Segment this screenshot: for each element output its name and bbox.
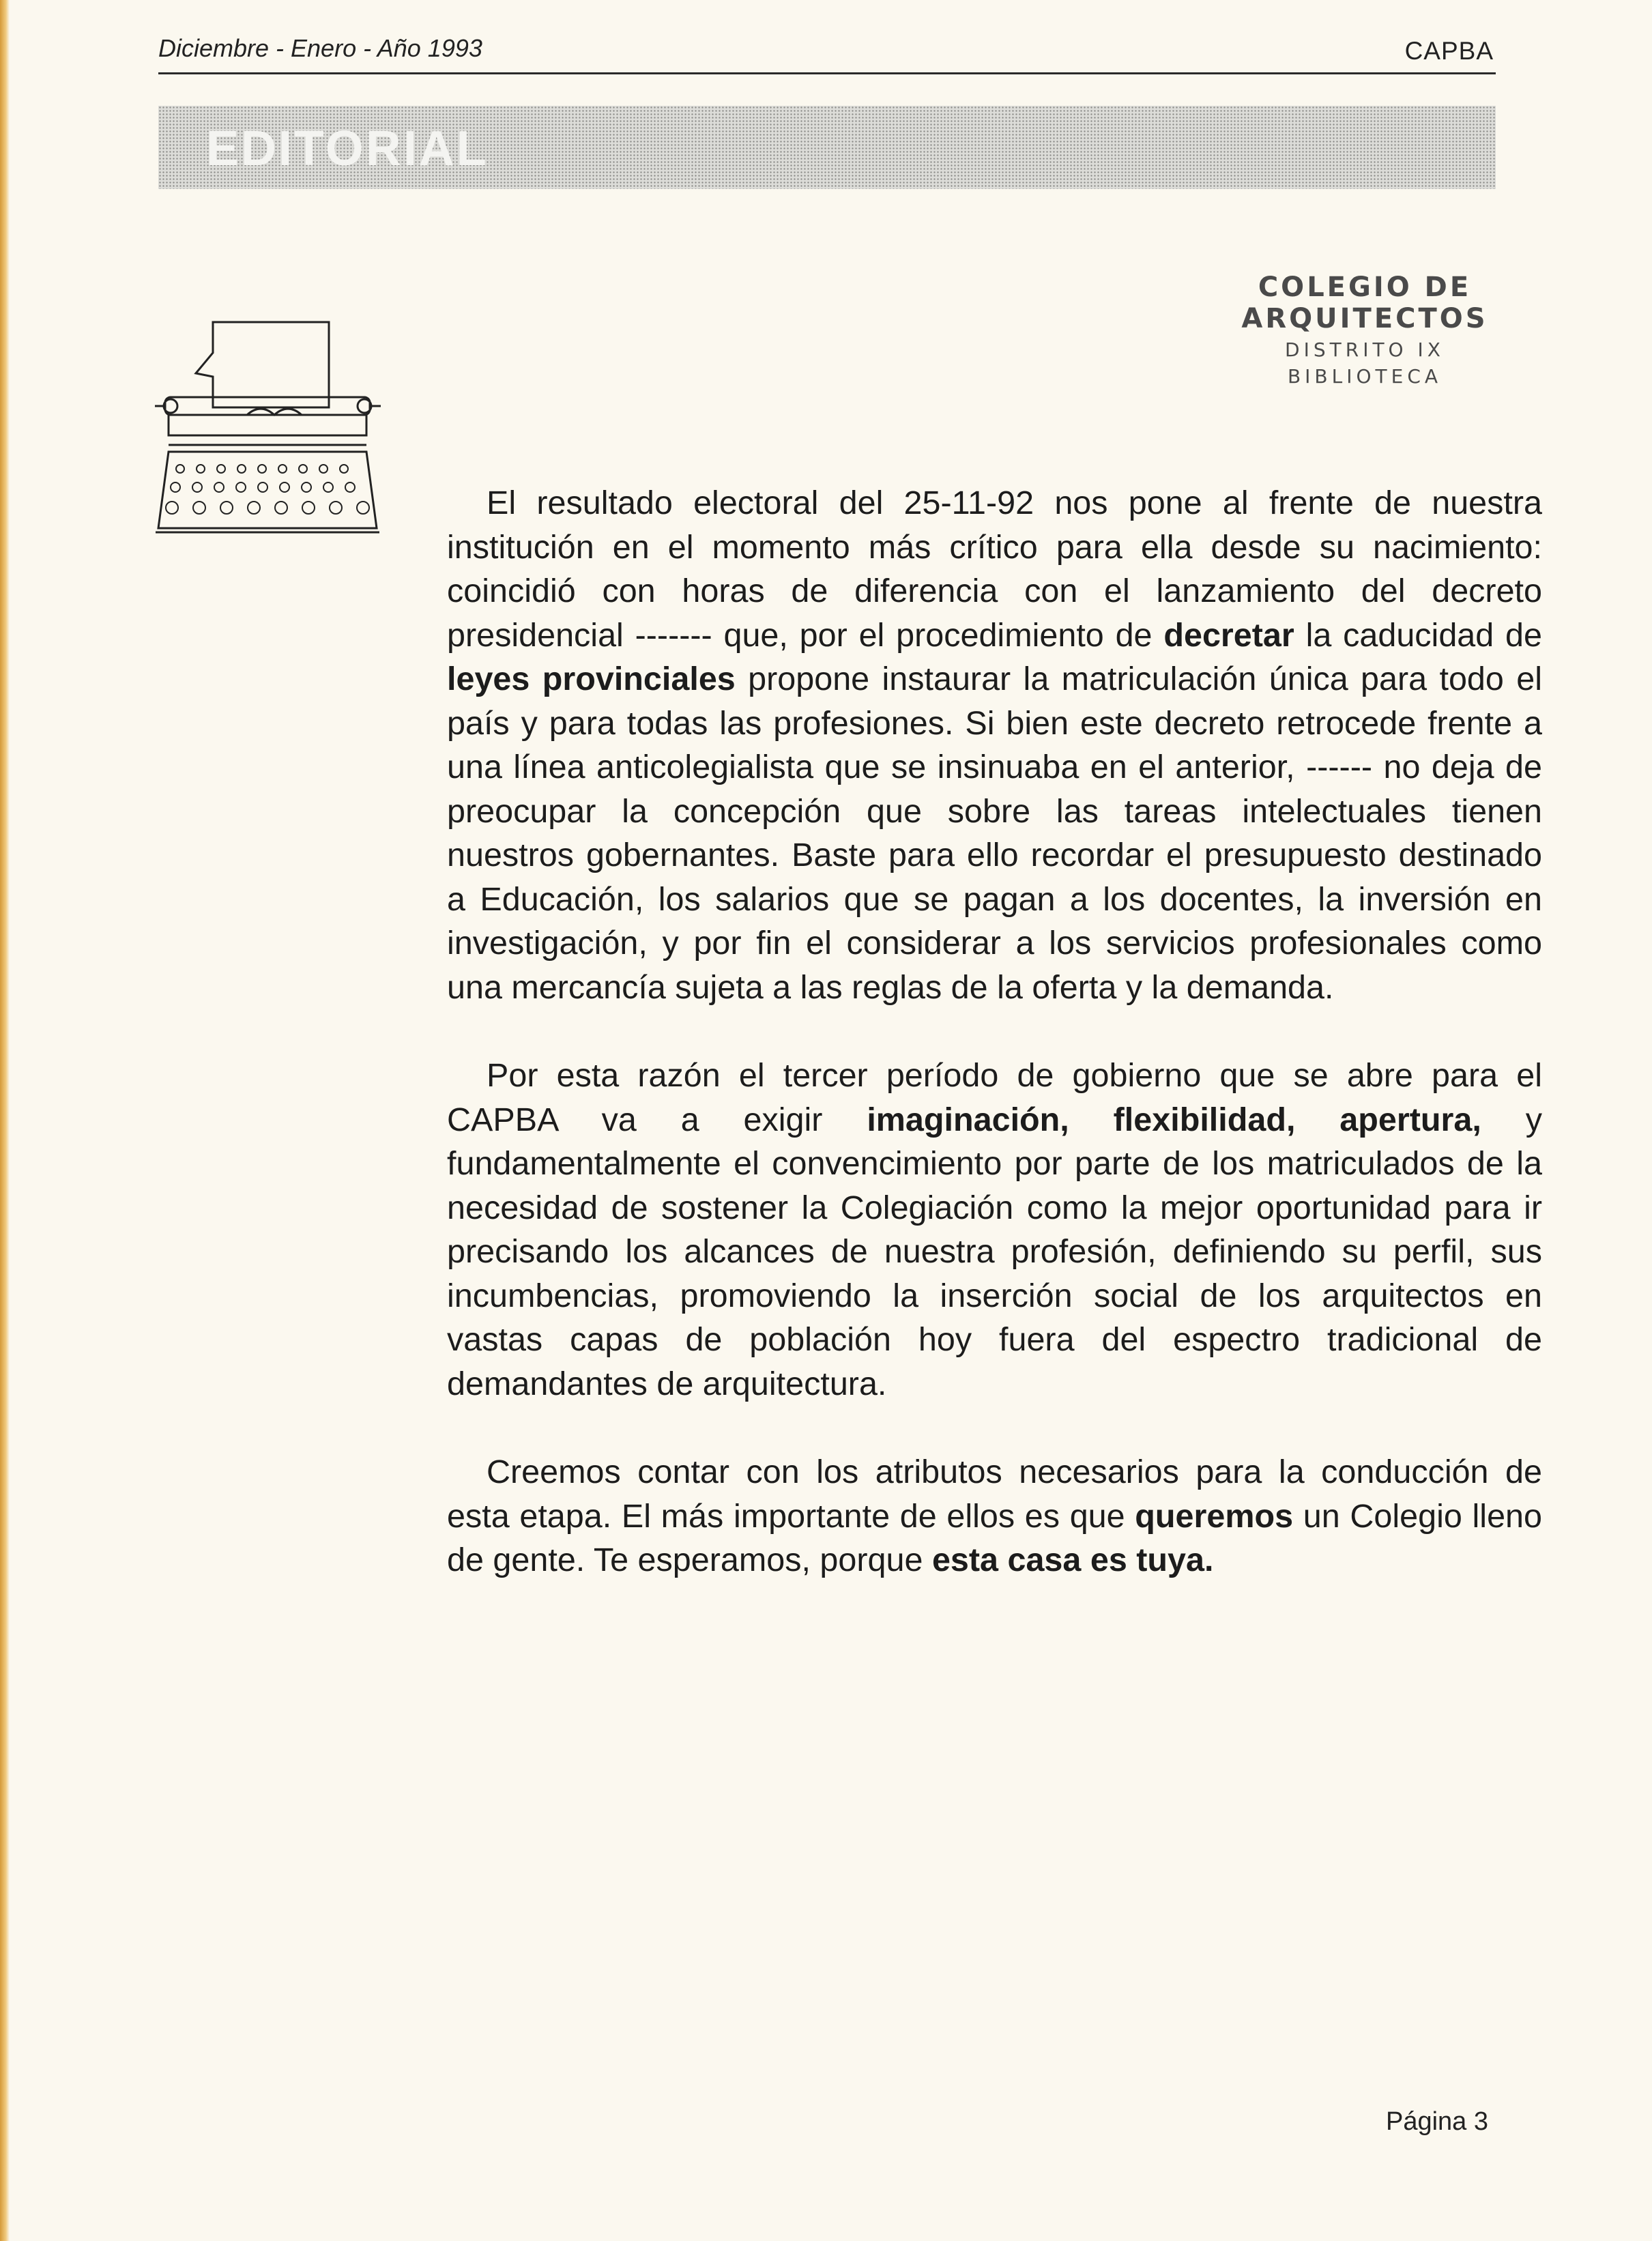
paragraph [447, 1054, 1542, 1406]
issue-date: Diciembre - Enero - Año 1993 [158, 34, 482, 62]
emphasis-text: imaginación, flexibilidad, apertura, [867, 1101, 1481, 1138]
emphasis-text: esta casa es tuya. [931, 1542, 1214, 1578]
paragraph-text: propone instaurar la matriculación única para todo el país y para todas las profesiones. Si bien este decreto retrocede frente a una línea anticolegialista que se insinuaba en el anterior, ------ no deja de preocupar la concepción que sobre las tareas intelectuales tienen nuestros gobernantes. Baste para ello recordar el presupuesto destinado a Educación, los salarios que se pagan a los docentes, la inversión en investigación, y por fin el considerar a los servicios profesionales como una mercancía sujeta a las reglas de la oferta y la demanda. [447, 661, 1542, 1006]
paragraph [447, 481, 1542, 1009]
emphasis-text: decretar [1163, 616, 1294, 654]
stamp-line-2: DISTRITO IX [1285, 338, 1445, 361]
paragraph-text: y fundamentalmente el convencimiento por parte de los matriculados de la necesidad de sostener la Colegiación como la mejor oportunidad para ir precisando los alcances de nuestra profesión, definiendo su perfil, sus incumbencias, promoviendo la inserción social de los arquitectos en vastas capas de población hoy fuera del espectro tradicional de demandantes de arquitectura. [447, 1101, 1542, 1402]
emphasis-text: queremos [1135, 1497, 1294, 1535]
paragraph-text: la caducidad de [1294, 616, 1542, 654]
emphasis-text: leyes provinciales [447, 661, 736, 697]
stamp-line-1: COLEGIO DE ARQUITECTOS [1241, 272, 1488, 334]
typewriter-icon [151, 315, 383, 561]
library-stamp [1208, 272, 1522, 388]
section-banner [158, 106, 1496, 189]
paragraph-text: El resultado electoral del 25-11-92 nos pone al frente de nuestra institución en el momento más crítico para ella desde su nacimiento: coincidió con horas de diferencia con el lanzamiento del decreto presidencial ------- que, por el procedimiento de [447, 485, 1542, 654]
paragraph [447, 1450, 1542, 1582]
header-divider [158, 72, 1496, 74]
publication-name: CAPBA [1404, 37, 1494, 65]
paragraph-text: Creemos contar con los atributos necesarios para la conducción de esta etapa. El más importante de ellos es que [447, 1454, 1542, 1535]
section-title: EDITORIAL [206, 121, 489, 176]
paragraph-text: Por esta razón el tercer período de gobierno que se abre para el CAPBA va a exigir [447, 1057, 1542, 1138]
stamp-line-3: BIBLIOTECA [1287, 365, 1443, 388]
paragraph-text: un Colegio lleno de gente. Te esperamos, porque [447, 1497, 1542, 1578]
page-number: Página 3 [1385, 2107, 1488, 2136]
page-edge [0, 0, 10, 2241]
editorial-body [447, 481, 1542, 1627]
